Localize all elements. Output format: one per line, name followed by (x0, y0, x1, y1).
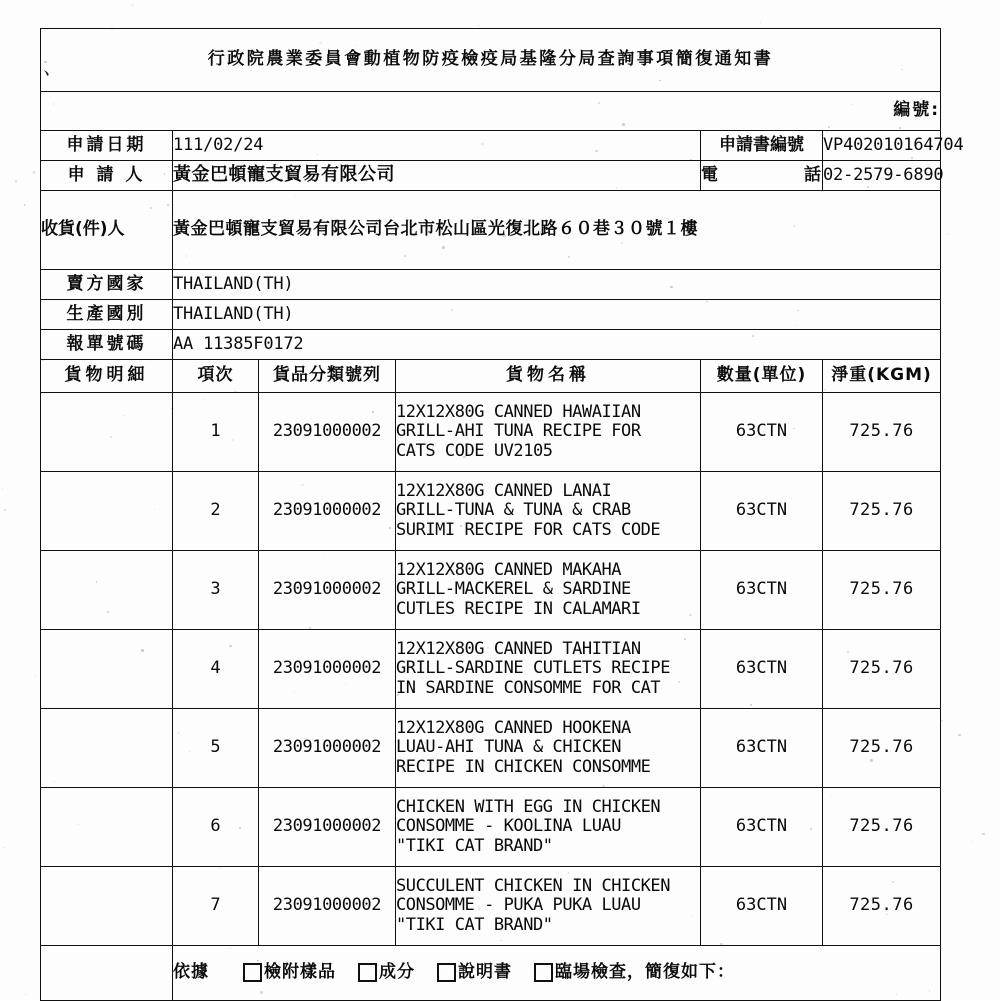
apply-date-row (41, 131, 941, 161)
cell-quantity: 63CTN (701, 393, 823, 472)
cell-net-weight: 725.76 (823, 551, 941, 630)
checkbox-icon[interactable] (358, 963, 377, 982)
applicant-row (41, 161, 941, 191)
page-title: 行政院農業委員會動植物防疫檢疫局基隆分局查詢事項簡復通知書 (41, 29, 941, 92)
checkbox-icon[interactable] (437, 963, 456, 982)
table-row (41, 709, 941, 788)
cell-goods-name (396, 867, 701, 946)
cell-item-no: 6 (173, 788, 259, 867)
cell-item-no: 2 (173, 472, 259, 551)
scan-speck (25, 994, 26, 995)
goods-name-line: 12X12X80G CANNED HAWAIIAN (396, 401, 641, 422)
cell-item-no: 4 (173, 630, 259, 709)
seller-country-label: 賣方國家 (41, 270, 173, 300)
goods-detail-spacer-cell (41, 630, 173, 709)
notice-document-table (40, 28, 964, 1001)
goods-name-line: CHICKEN WITH EGG IN CHICKEN (396, 796, 661, 817)
cell-hs-code: 23091000002 (259, 472, 396, 551)
goods-rows-body (41, 393, 941, 946)
cell-net-weight: 725.76 (823, 867, 941, 946)
scan-speck (982, 833, 984, 835)
cell-goods-name (396, 788, 701, 867)
cell-quantity: 63CTN (701, 788, 823, 867)
table-row (41, 788, 941, 867)
scan-speck (958, 734, 960, 736)
goods-name-line: GRILL-TUNA & TUNA & CRAB (396, 500, 631, 521)
scan-speck (2, 488, 3, 489)
scan-speck (15, 180, 18, 183)
goods-name-line: CONSOMME - KOOLINA LUAU (396, 816, 622, 837)
cell-hs-code: 23091000002 (259, 393, 396, 472)
basis-footer-row (41, 946, 941, 1001)
origin-country-row (41, 300, 941, 330)
col-header-net-weight: 淨重(KGM) (823, 360, 941, 393)
goods-name-line: 12X12X80G CANNED LANAI (396, 480, 612, 501)
basis-checkbox-option[interactable] (243, 963, 336, 983)
goods-name-line: CATS CODE UV2105 (396, 440, 553, 461)
phone-label: 電 話 (701, 161, 823, 191)
goods-name-line: SURIMI RECIPE FOR CATS CODE (396, 519, 661, 540)
checkbox-icon[interactable] (243, 963, 262, 982)
basis-checkbox-label: 臨場檢查，簡復如下： (555, 962, 735, 983)
cell-net-weight: 725.76 (823, 472, 941, 551)
goods-detail-spacer-cell (41, 788, 173, 867)
cell-net-weight: 725.76 (823, 393, 941, 472)
goods-name-line: IN SARDINE CONSOMME FOR CAT (396, 677, 661, 698)
basis-checkbox-option[interactable] (358, 963, 415, 983)
declaration-no-row (41, 330, 941, 360)
seller-country-value: THAILAND(TH) (173, 270, 941, 300)
apply-no-value: VP402010164704 (823, 131, 941, 161)
apply-date-value: 111/02/24 (173, 131, 701, 161)
cell-goods-name (396, 472, 701, 551)
col-header-hs-code: 貨品分類號列 (259, 360, 396, 393)
apply-no-label: 申請書編號 (701, 131, 823, 161)
goods-name-line: CUTLES RECIPE IN CALAMARI (396, 598, 641, 619)
goods-detail-label: 貨物明細 (41, 360, 173, 393)
seller-country-row (41, 270, 941, 300)
goods-name-line: GRILL-AHI TUNA RECIPE FOR (396, 421, 641, 442)
declaration-no-label: 報單號碼 (41, 330, 173, 360)
goods-detail-spacer-cell (41, 393, 173, 472)
consignee-row (41, 191, 941, 270)
cell-item-no: 5 (173, 709, 259, 788)
goods-name-line: "TIKI CAT BRAND" (396, 914, 553, 935)
phone-value: 02-2579-6890 (823, 161, 941, 191)
scan-speck (33, 171, 35, 173)
cell-item-no: 1 (173, 393, 259, 472)
cell-item-no: 7 (173, 867, 259, 946)
basis-checkbox-option[interactable] (534, 963, 735, 983)
cell-goods-name (396, 630, 701, 709)
consignee-label: 收貨(件)人 (41, 191, 173, 270)
cell-net-weight: 725.76 (823, 630, 941, 709)
goods-detail-spacer-cell (41, 472, 173, 551)
stray-ink-mark: 、 (42, 54, 66, 82)
goods-detail-spacer-cell (41, 867, 173, 946)
goods-name-line: "TIKI CAT BRAND" (396, 835, 553, 856)
checkbox-icon[interactable] (534, 963, 553, 982)
apply-date-label: 申請日期 (41, 131, 173, 161)
scan-speck (132, 4, 133, 5)
table-row (41, 393, 941, 472)
goods-name-line: 12X12X80G CANNED TAHITIAN (396, 638, 641, 659)
table-row (41, 867, 941, 946)
consignee-value: 黃金巴頓寵支貿易有限公司台北市松山區光復北路６０巷３０號１樓 (173, 191, 941, 270)
cell-goods-name (396, 551, 701, 630)
cell-goods-name (396, 393, 701, 472)
scan-speck (966, 926, 967, 927)
applicant-value: 黃金巴頓寵支貿易有限公司 (173, 161, 701, 191)
table-row (41, 630, 941, 709)
goods-name-line: CONSOMME - PUKA PUKA LUAU (396, 895, 641, 916)
scan-speck (947, 233, 948, 234)
goods-name-line: RECIPE IN CHICKEN CONSOMME (396, 756, 651, 777)
cell-quantity: 63CTN (701, 630, 823, 709)
goods-name-line: 12X12X80G CANNED MAKAHA (396, 559, 622, 580)
cell-hs-code: 23091000002 (259, 630, 396, 709)
cell-net-weight: 725.76 (823, 709, 941, 788)
basis-label: 依據 (173, 962, 209, 983)
cell-hs-code: 23091000002 (259, 551, 396, 630)
origin-country-value: THAILAND(TH) (173, 300, 941, 330)
goods-name-line: GRILL-MACKEREL & SARDINE (396, 579, 631, 600)
declaration-no-value: AA 11385F0172 (173, 330, 941, 360)
goods-detail-spacer-cell (41, 709, 173, 788)
origin-country-label: 生產國別 (41, 300, 173, 330)
goods-header-row (41, 360, 941, 393)
goods-name-line: 12X12X80G CANNED HOOKENA (396, 717, 631, 738)
scan-speck (972, 841, 973, 842)
table-row (41, 472, 941, 551)
col-header-quantity: 數量(單位) (701, 360, 823, 393)
cell-hs-code: 23091000002 (259, 867, 396, 946)
table-row (41, 551, 941, 630)
cell-net-weight: 725.76 (823, 788, 941, 867)
basis-checkbox-label: 成分 (379, 962, 415, 983)
cell-goods-name (396, 709, 701, 788)
scan-speck (4, 847, 5, 848)
cell-hs-code: 23091000002 (259, 709, 396, 788)
col-header-goods-name: 貨物名稱 (396, 360, 701, 393)
applicant-label: 申 請 人 (41, 161, 173, 191)
scan-speck (24, 204, 25, 205)
cell-hs-code: 23091000002 (259, 788, 396, 867)
cell-item-no: 3 (173, 551, 259, 630)
goods-name-line: SUCCULENT CHICKEN IN CHICKEN (396, 875, 670, 896)
goods-detail-spacer-cell (41, 551, 173, 630)
scan-speck (4, 509, 6, 511)
basis-checkbox-label: 檢附樣品 (264, 962, 336, 983)
cell-quantity: 63CTN (701, 551, 823, 630)
goods-name-line: LUAU-AHI TUNA & CHICKEN (396, 737, 622, 758)
scan-speck (760, 22, 761, 23)
basis-checkbox-option[interactable] (437, 963, 512, 983)
serial-number-label: 編號: (41, 92, 941, 131)
basis-empty-cell (41, 946, 173, 1001)
cell-quantity: 63CTN (701, 472, 823, 551)
basis-checkbox-label: 說明書 (458, 962, 512, 983)
scan-speck (34, 675, 36, 677)
goods-name-line: GRILL-SARDINE CUTLETS RECIPE (396, 658, 670, 679)
cell-quantity: 63CTN (701, 709, 823, 788)
scan-speck (479, 25, 481, 27)
cell-quantity: 63CTN (701, 867, 823, 946)
title-row (41, 29, 941, 92)
serial-row (41, 92, 941, 131)
basis-options-cell (173, 946, 941, 1001)
col-header-item-no: 項次 (173, 360, 259, 393)
